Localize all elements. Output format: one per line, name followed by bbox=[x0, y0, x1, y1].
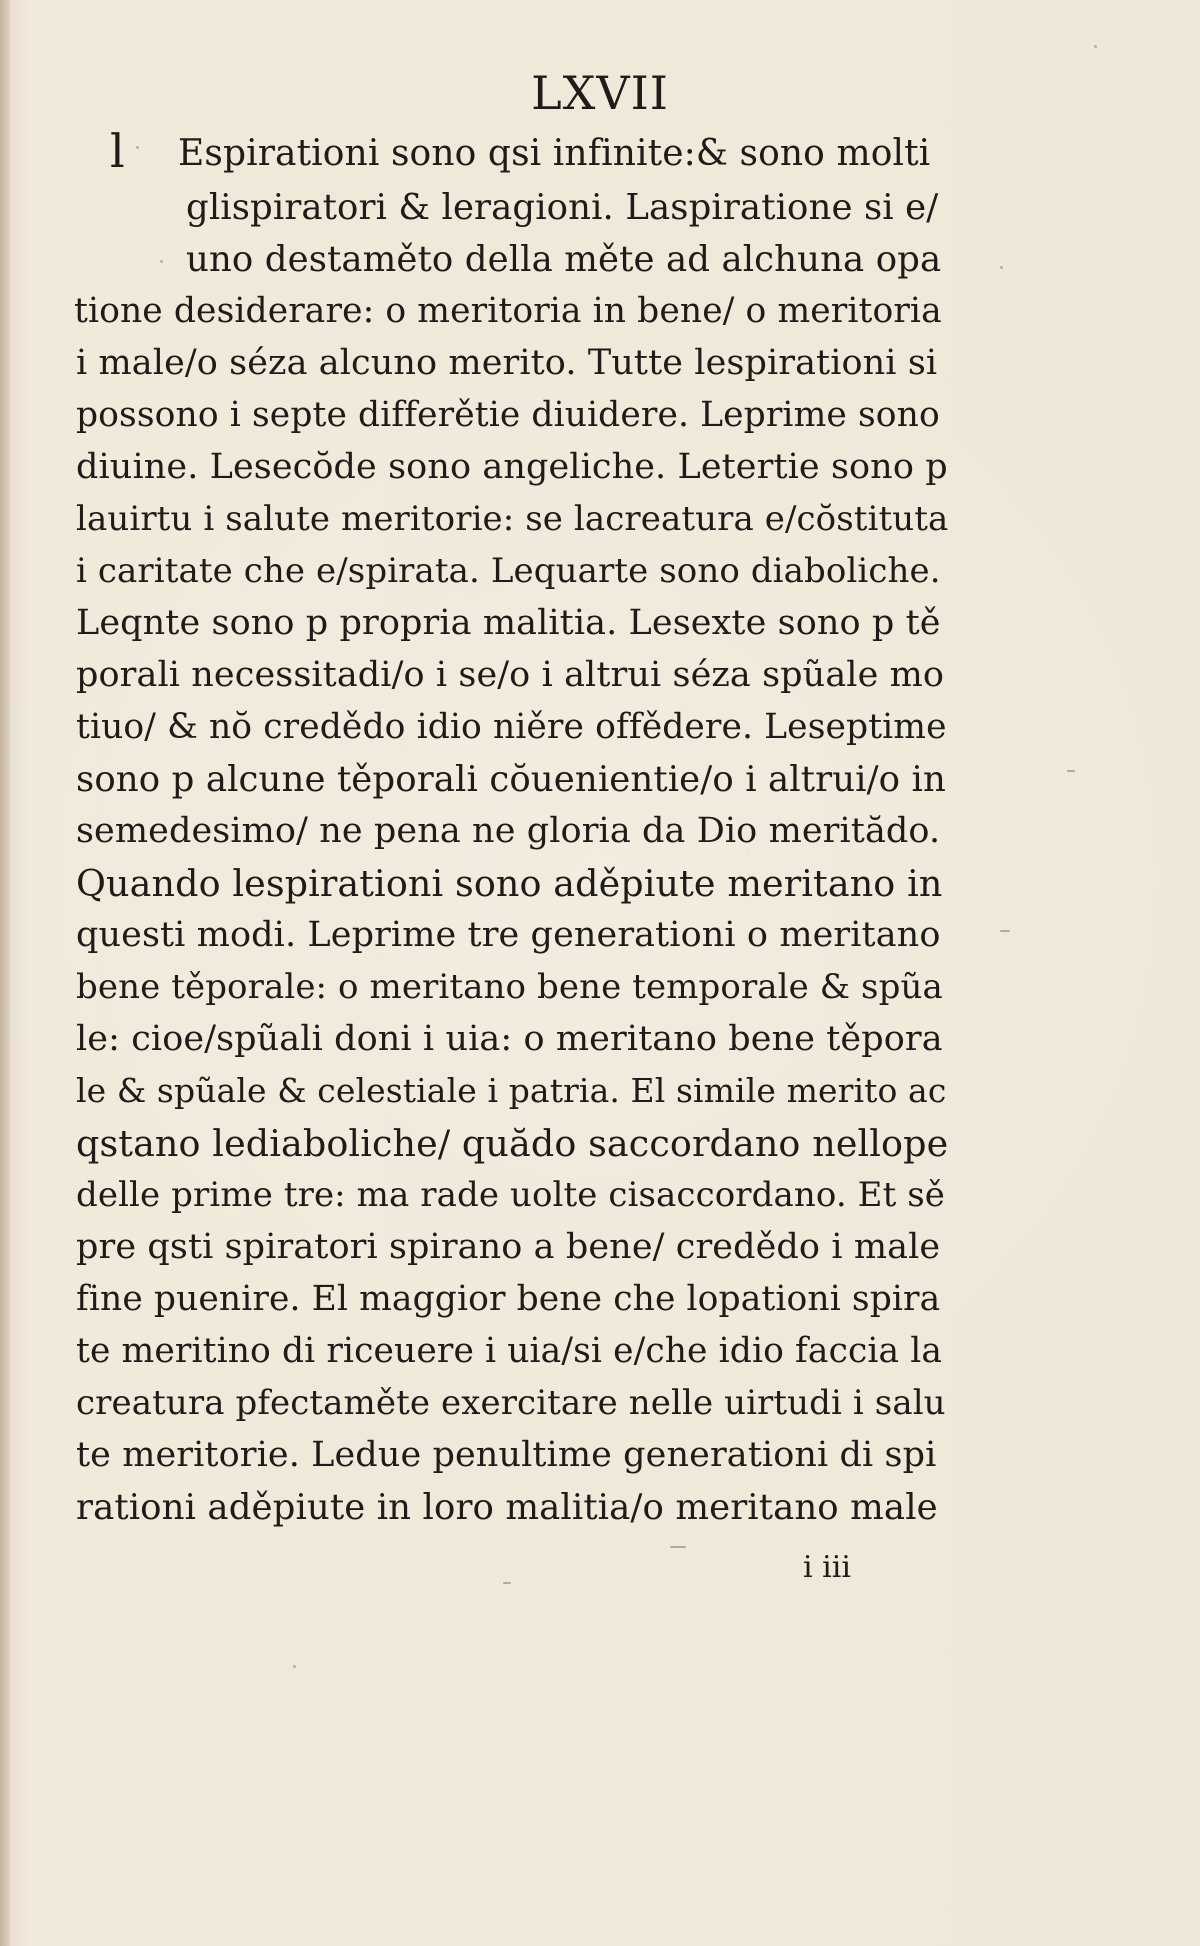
text-line: glispiratori & leragioni. Laspiratione si e/ bbox=[186, 187, 939, 228]
ink-mark bbox=[1000, 930, 1010, 932]
text-line: qstano lediaboliche/ quădo saccordano nellope bbox=[76, 1122, 949, 1165]
folio-number: LXVII bbox=[531, 66, 669, 120]
text-line: pre qsti spiratori spirano a bene/ credědo i male bbox=[76, 1227, 941, 1267]
text-line: diuine. Lesecŏde sono angeliche. Letertie sono p bbox=[76, 447, 948, 487]
ink-mark bbox=[503, 1582, 511, 1584]
text-line: i male/o séza alcuno merito. Tutte lespirationi si bbox=[76, 343, 938, 383]
signature-mark: i iii bbox=[803, 1550, 851, 1585]
text-line: Leqnte sono p propria malitia. Lesexte sono p tě bbox=[76, 603, 941, 643]
text-line: te meritino di riceuere i uia/si e/che idio faccia la bbox=[76, 1331, 943, 1371]
text-line: fine puenire. El maggior bene che lopationi spira bbox=[76, 1279, 941, 1319]
text-line: le: cioe/spũali doni i uia: o meritano bene těpora bbox=[76, 1019, 943, 1059]
paper-speck bbox=[293, 1665, 296, 1668]
ink-mark bbox=[1067, 770, 1075, 772]
text-line: lauirtu i salute meritorie: se lacreatura e/cŏstituta bbox=[76, 499, 949, 539]
paper-speck bbox=[1000, 266, 1003, 269]
text-line: creatura pfectaměte exercitare nelle uirtudi i salu bbox=[76, 1383, 946, 1423]
text-line: tiuo/ & nŏ credědo idio niěre offědere. Leseptime bbox=[76, 707, 947, 747]
text-line: sono p alcune těporali cŏuenientie/o i altrui/o in bbox=[76, 759, 946, 800]
text-line: bene těporale: o meritano bene temporale & spũa bbox=[76, 967, 943, 1007]
paper-speck bbox=[136, 146, 139, 149]
text-line: Quando lespirationi sono aděpiute meritano in bbox=[76, 862, 943, 905]
text-line: possono i septe differětie diuidere. Leprime sono bbox=[76, 395, 940, 435]
text-line: delle prime tre: ma rade uolte cisaccordano. Et sě bbox=[76, 1175, 946, 1215]
text-line: semedesimo/ ne pena ne gloria da Dio meritădo. bbox=[76, 811, 941, 851]
text-line: porali necessitadi/o i se/o i altrui séza spũale mo bbox=[76, 655, 945, 695]
text-line: le & spũale & celestiale i patria. El simile merito ac bbox=[76, 1071, 947, 1110]
page-gutter-shadow bbox=[0, 0, 10, 1946]
ink-mark bbox=[670, 1546, 686, 1548]
text-line: uno destaměto della měte ad alchuna opa bbox=[186, 239, 942, 280]
paper-speck bbox=[160, 260, 163, 263]
text-line: rationi aděpiute in loro malitia/o meritano male bbox=[76, 1487, 938, 1528]
text-line: te meritorie. Ledue penultime generationi di spi bbox=[76, 1435, 937, 1475]
text-line: i caritate che e/spirata. Lequarte sono diaboliche. bbox=[76, 551, 941, 591]
text-line: questi modi. Leprime tre generationi o meritano bbox=[76, 915, 941, 955]
paper-speck bbox=[1094, 45, 1097, 48]
text-line: Espirationi sono qsi infinite:& sono molti bbox=[178, 133, 931, 174]
text-line: tione desiderare: o meritoria in bene/ o meritoria bbox=[74, 291, 942, 331]
guide-letter: l bbox=[110, 124, 125, 178]
